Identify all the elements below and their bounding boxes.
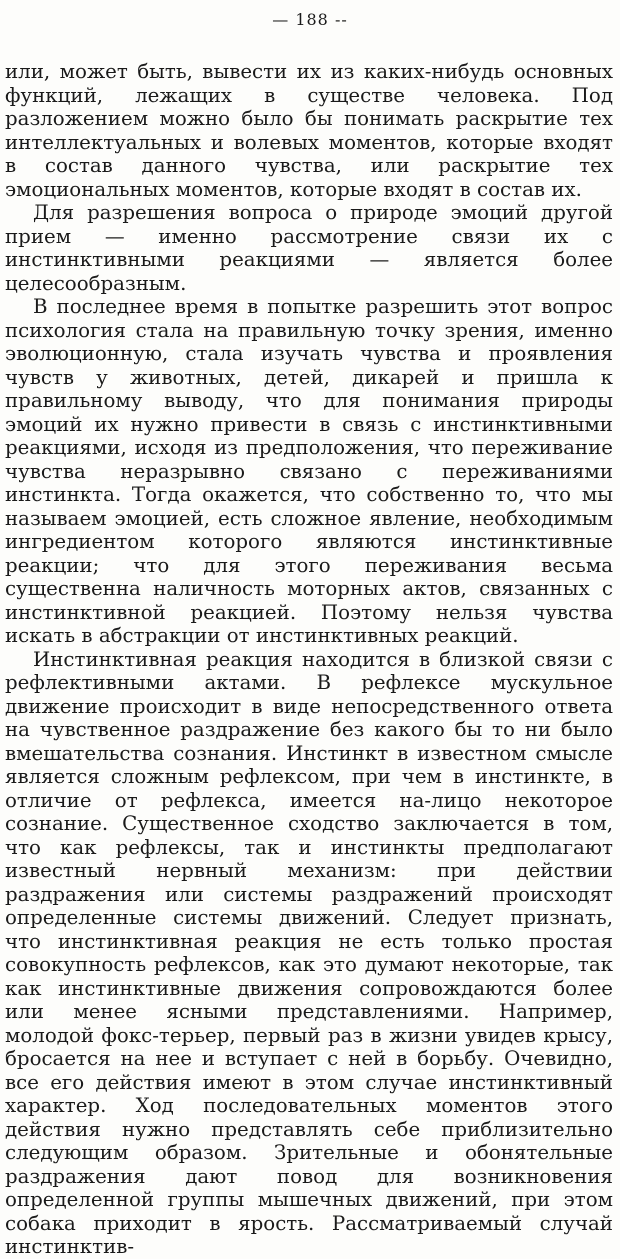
- body-text: [5, 60, 613, 1259]
- paragraph: В последнее время в попытке разрешить этот вопрос психология стала на правильную точку зрения, именно эволюционную, стала изучать чувства и проявления чувств у животных, детей, дикарей и пришла к правильному выводу, что для понимания природы эмоций их нужно привести в связь с инстинктивными реакциями, исходя из предположения, что переживание чувства неразрывно связано с переживаниями инстинкта. Тогда окажется, что собственно то, что мы называем эмоцией, есть сложное явление, необходимым ингредиентом которого являются инстинктивные реакции; что для этого переживания весьма существенна наличность моторных актов, связанных с инстинктивной реакцией. Поэтому нельзя чувства искать в абстракции от инстинктивных реакций.: [5, 295, 613, 647]
- paragraph: Для разрешения вопроса о природе эмоций другой прием — именно рассмотрение связи их с инстинктивными реакциями — является более целесообразным.: [5, 201, 613, 295]
- paragraph: или, может быть, вывести их из каких-нибудь основных функций, лежащих в существе человека. Под разложением можно было бы понимать раскрытие тех интеллектуальных и волевых моментов, которые входят в состав данного чувства, или раскрытие тех эмоциональных моментов, которые входят в состав их.: [5, 60, 613, 201]
- page-number: — 188 --: [272, 10, 348, 29]
- paragraph: Инстинктивная реакция находится в близкой связи с рефлективными актами. В рефлексе мускульное движение происходит в виде непосредственного ответа на чувственное раздражение без какого бы то ни было вмешательства сознания. Инстинкт в известном смысле является сложным рефлексом, при чем в инстинкте, в отличие от рефлекса, имеется на-лицо некоторое сознание. Существенное сходство заключается в том, что как рефлексы, так и инстинкты предполагают известный нервный механизм: при действии раздражения или системы раздражений происходят определенные системы движений. Следует признать, что инстинктивная реакция не есть только простая совокупность рефлексов, как это думают некоторые, так как инстинктивные движения сопровождаются более или менее ясными представлениями. Например, молодой фокс-терьер, первый раз в жизни увидев крысу, бросается на нее и вступает с ней в борьбу. Очевидно, все его действия имеют в этом случае инстинктивный характер. Ход последовательных моментов этого действия нужно представлять себе приблизительно следующим образом. Зрительные и обонятельные раздражения дают повод для возникновения определенной группы мышечных движений, при этом собака приходит в ярость. Рассматриваемый случай инстинктив-: [5, 647, 613, 1258]
